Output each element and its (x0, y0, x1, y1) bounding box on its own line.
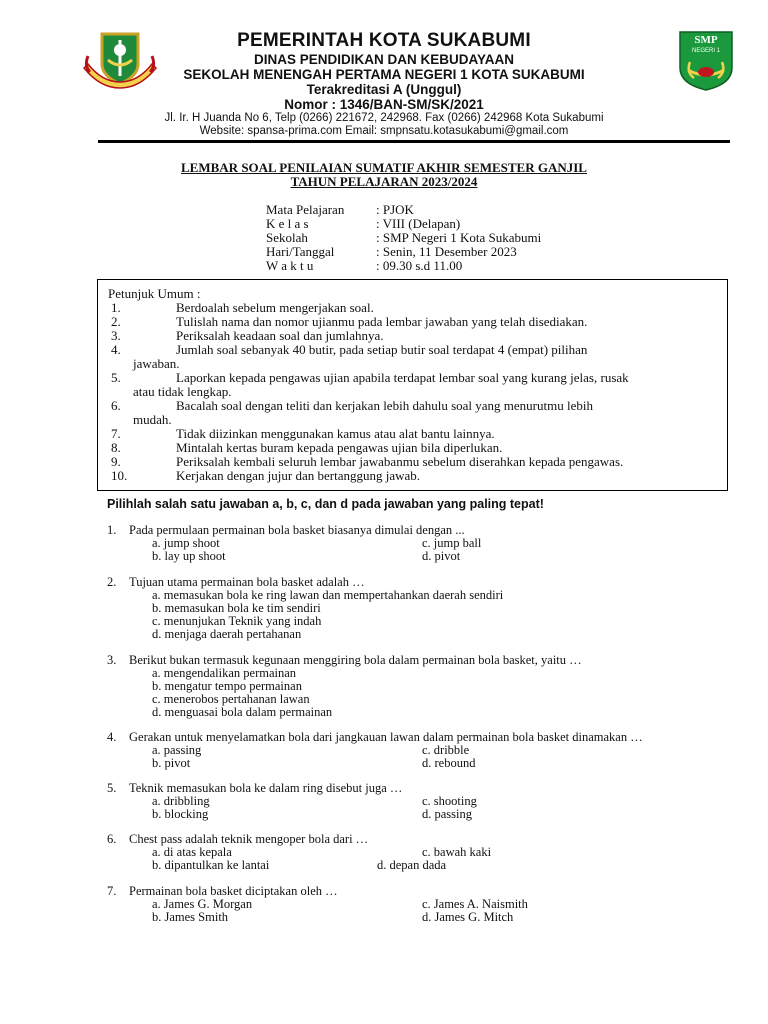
question-item (107, 782, 727, 821)
question-text: Permainan bola basket diciptakan oleh … (129, 884, 338, 898)
question-item (107, 885, 727, 924)
identity-row (266, 259, 541, 273)
instructions-heading: Petunjuk Umum : (108, 286, 201, 301)
instruction-text: Kerjakan dengan jujur dan bertanggung jawab. (176, 468, 421, 483)
instruction-number: 2. (111, 314, 121, 329)
question-item (107, 576, 727, 641)
identity-row (266, 231, 541, 245)
exam-year: TAHUN PELAJARAN 2023/2024 (290, 174, 478, 189)
letterhead-school: SEKOLAH MENENGAH PERTAMA NEGERI 1 KOTA SUKABUMI (183, 67, 585, 82)
answer-option-d[interactable]: d. James G. Mitch (422, 910, 514, 924)
instruction-number: 6. (111, 398, 121, 413)
instruction-number: 10. (111, 468, 128, 483)
instruction-number: 4. (111, 342, 121, 357)
answer-option-b[interactable]: b. lay up shoot (152, 549, 226, 563)
question-item (107, 524, 727, 563)
question-text: Tujuan utama permainan bola basket adalah … (129, 575, 365, 589)
answer-option-a[interactable]: a. jump shoot (152, 536, 220, 550)
instruction-item (108, 371, 713, 399)
answer-option-b[interactable]: b. memasukan bola ke tim sendiri (152, 601, 321, 615)
identity-value: : SMP Negeri 1 Kota Sukabumi (376, 230, 542, 245)
instruction-item (108, 301, 713, 315)
question-text: Chest pass adalah teknik mengoper bola dari … (129, 832, 369, 846)
question-number: 4. (107, 730, 117, 744)
letterhead-department: DINAS PENDIDIKAN DAN KEBUDAYAAN (253, 52, 515, 67)
right-logo-text-smp: SMP (694, 34, 718, 46)
question-number: 2. (107, 575, 117, 589)
instruction-continuation: jawaban. (133, 356, 180, 371)
letterhead-divider (98, 140, 730, 143)
instruction-number: 7. (111, 426, 121, 441)
instruction-number: 5. (111, 370, 121, 385)
instruction-number: 3. (111, 328, 121, 343)
answer-option-d[interactable]: d. depan dada (377, 858, 447, 872)
answer-option-b[interactable]: b. pivot (152, 756, 191, 770)
instruction-number: 9. (111, 454, 121, 469)
instruction-item (108, 399, 713, 427)
instruction-item (108, 469, 713, 483)
answer-option-c[interactable]: c. jump ball (422, 536, 482, 550)
identity-row (266, 203, 541, 217)
identity-value: : VIII (Delapan) (376, 216, 461, 231)
instruction-text: Berdoalah sebelum mengerjakan soal. (176, 300, 374, 315)
question-number: 1. (107, 523, 117, 537)
identity-label: Sekolah (266, 230, 308, 245)
identity-value: : PJOK (376, 202, 414, 217)
instructions-box (97, 279, 728, 491)
question-text: Gerakan untuk menyelamatkan bola dari jangkauan lawan dalam permainan bola basket dinamakan … (129, 730, 643, 744)
right-logo-text-negeri: NEGERI 1 (691, 48, 720, 54)
answer-option-a[interactable]: a. passing (152, 743, 202, 757)
answer-option-b[interactable]: b. mengatur tempo permainan (152, 679, 302, 693)
instruction-number: 8. (111, 440, 121, 455)
instruction-text: Periksalah kembali seluruh lembar jawabanmu sebelum diserahkan kepada pengawas. (176, 454, 624, 469)
instruction-text: Mintalah kertas buram kepada pengawas ujian bila diperlukan. (176, 440, 503, 455)
identity-label: Hari/Tanggal (266, 244, 335, 259)
letterhead-contact: Website: spansa-prima.com Email: smpnsatu.kotasukabumi@gmail.com (199, 125, 569, 137)
question-number: 3. (107, 653, 117, 667)
answer-instruction: Pilihlah salah satu jawaban a, b, c, dan d pada jawaban yang paling tepat! (107, 497, 544, 511)
instruction-continuation: mudah. (133, 412, 172, 427)
question-text: Pada permulaan permainan bola basket biasanya dimulai dengan ... (129, 523, 465, 537)
question-number: 5. (107, 781, 117, 795)
answer-option-a[interactable]: a. memasukan bola ke ring lawan dan mempertahankan daerah sendiri (152, 588, 504, 602)
answer-option-d[interactable]: d. pivot (422, 549, 461, 563)
answer-option-c[interactable]: c. menerobos pertahanan lawan (152, 692, 310, 706)
identity-value: : Senin, 11 Desember 2023 (376, 244, 517, 259)
answer-option-d[interactable]: d. menjaga daerah pertahanan (152, 627, 302, 641)
letterhead-address: Jl. Ir. H Juanda No 6, Telp (0266) 221672, 242968. Fax (0266) 242968 Kota Sukabumi (164, 112, 604, 124)
instruction-item (108, 343, 713, 371)
answer-option-a[interactable]: a. James G. Morgan (152, 897, 253, 911)
answer-option-a[interactable]: a. mengendalikan permainan (152, 666, 297, 680)
answer-option-a[interactable]: a. di atas kepala (152, 845, 232, 859)
answer-option-d[interactable]: d. menguasai bola dalam permainan (152, 705, 333, 719)
instruction-text: Tidak diizinkan menggunakan kamus atau alat bantu lainnya. (176, 426, 495, 441)
question-number: 6. (107, 832, 117, 846)
identity-label: Mata Pelajaran (266, 202, 345, 217)
answer-option-c[interactable]: c. menunjukan Teknik yang indah (152, 614, 322, 628)
question-text: Teknik memasukan bola ke dalam ring disebut juga … (129, 781, 403, 795)
answer-option-d[interactable]: d. passing (422, 807, 472, 821)
answer-option-a[interactable]: a. dribbling (152, 794, 210, 808)
exam-identity (266, 203, 541, 273)
question-item (107, 833, 727, 872)
identity-row (266, 217, 541, 231)
answer-option-b[interactable]: b. blocking (152, 807, 209, 821)
exam-title: LEMBAR SOAL PENILAIAN SUMATIF AKHIR SEMESTER GANJIL (181, 160, 587, 175)
instruction-text: Periksalah keadaan soal dan jumlahnya. (176, 328, 384, 343)
answer-option-b[interactable]: b. dipantulkan ke lantai (152, 858, 270, 872)
letterhead-accreditation: Terakreditasi A (Unggul) (306, 82, 462, 97)
answer-option-b[interactable]: b. James Smith (152, 910, 229, 924)
question-item (107, 731, 727, 770)
answer-option-c[interactable]: c. dribble (422, 743, 470, 757)
answer-option-c[interactable]: c. shooting (422, 794, 477, 808)
letterhead-government: PEMERINTAH KOTA SUKABUMI (237, 30, 531, 51)
instruction-item (108, 427, 713, 441)
instruction-text: Laporkan kepada pengawas ujian apabila terdapat lembar soal yang kurang jelas, rusak (176, 370, 629, 385)
letterhead (0, 30, 768, 138)
answer-option-c[interactable]: c. James A. Naismith (422, 897, 528, 911)
instruction-number: 1. (111, 300, 121, 315)
instruction-continuation: atau tidak lengkap. (133, 384, 232, 399)
instruction-item (108, 455, 713, 469)
identity-label: W a k t u (266, 258, 314, 273)
instruction-text: Tulislah nama dan nomor ujianmu pada lembar jawaban yang telah disediakan. (176, 314, 588, 329)
identity-value: : 09.30 s.d 11.00 (376, 258, 463, 273)
question-item (107, 654, 727, 719)
instruction-item (108, 315, 713, 329)
instruction-text: Jumlah soal sebanyak 40 butir, pada setiap butir soal terdapat 4 (empat) pilihan (176, 342, 588, 357)
letterhead-number: Nomor : 1346/BAN-SM/SK/2021 (284, 97, 484, 112)
answer-option-c[interactable]: c. bawah kaki (422, 845, 492, 859)
instruction-item (108, 329, 713, 343)
instruction-item (108, 441, 713, 455)
identity-row (266, 245, 541, 259)
question-number: 7. (107, 884, 117, 898)
question-text: Berikut bukan termasuk kegunaan menggiring bola dalam permainan bola basket, yaitu … (129, 653, 582, 667)
answer-option-d[interactable]: d. rebound (422, 756, 476, 770)
identity-label: K e l a s (266, 216, 309, 231)
instruction-text: Bacalah soal dengan teliti dan kerjakan lebih dahulu soal yang menurutmu lebih (176, 398, 593, 413)
